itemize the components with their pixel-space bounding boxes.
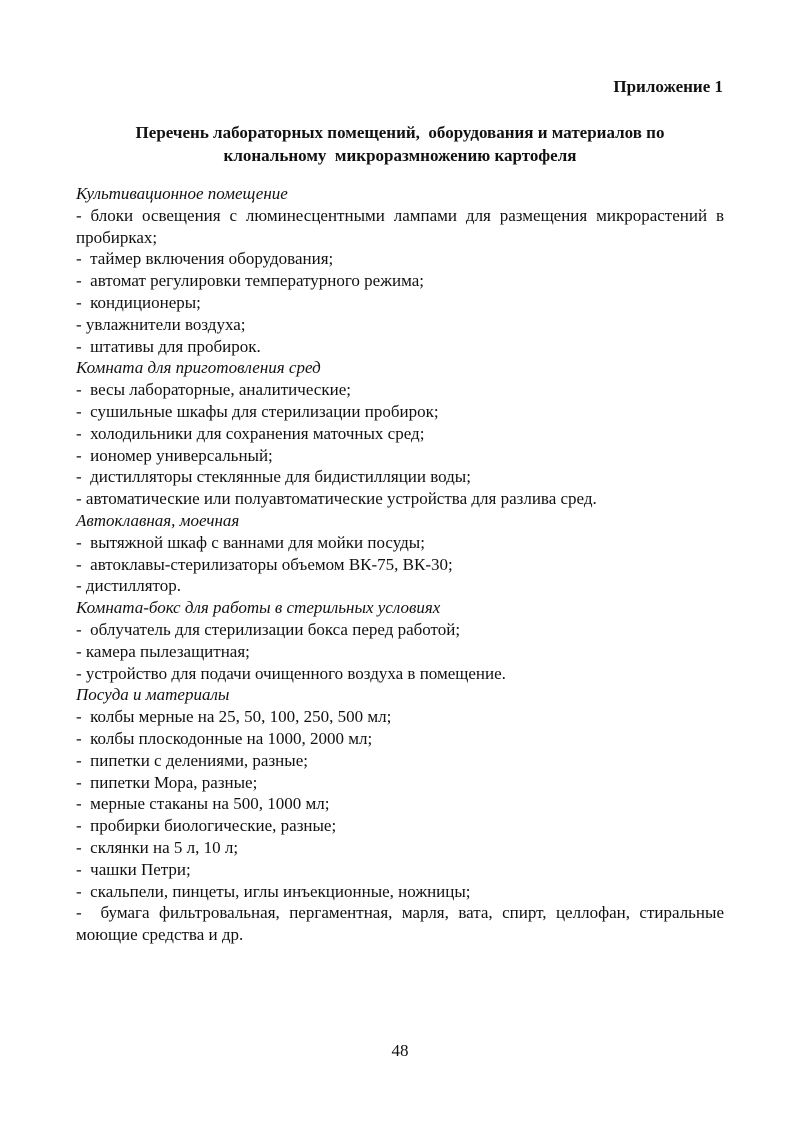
list-item: - холодильники для сохранения маточных сред; xyxy=(76,423,425,443)
list-item: - пипетки Мора, разные; xyxy=(76,772,258,792)
list-item: - весы лабораторные, аналитические; xyxy=(76,380,351,400)
list-item: - склянки на 5 л, 10 л; xyxy=(76,837,239,857)
list-item: - сушильные шкафы для стерилизации пробирок; xyxy=(76,401,439,421)
appendix-label: Приложение 1 xyxy=(613,77,723,96)
document-body xyxy=(76,183,729,946)
title-line-1: Перечень лабораторных помещений, оборудования и материалов по xyxy=(135,123,665,142)
list-item: - штативы для пробирок. xyxy=(76,336,261,356)
list-item: - автоклавы-стерилизаторы объемом ВК-75, ВК-30; xyxy=(76,554,453,574)
page-title xyxy=(76,121,724,167)
list-item: - вытяжной шкаф с ваннами для мойки посуды; xyxy=(76,532,425,552)
list-item: - скальпели, пинцеты, иглы инъекционные, ножницы; xyxy=(76,881,471,901)
list-item: - чашки Петри; xyxy=(76,859,191,879)
list-item: - мерные стаканы на 500, 1000 мл; xyxy=(76,794,330,814)
page-number: 48 xyxy=(391,1041,409,1060)
list-item: - пробирки биологические, разные; xyxy=(76,816,337,836)
list-item: - колбы плоскодонные на 1000, 2000 мл; xyxy=(76,728,373,748)
list-item: - блоки освещения с люминесцентными лампами для размещения микрорастений в пробирках; xyxy=(76,205,729,247)
list-item: - автоматические или полуавтоматические устройства для разлива сред. xyxy=(76,489,597,509)
section-heading-sterile-box-room: Комната-бокс для работы в стерильных условиях xyxy=(76,598,441,618)
list-item: - дистилляторы стеклянные для бидистилляции воды; xyxy=(76,467,471,487)
list-item: - камера пылезащитная; xyxy=(76,641,250,661)
list-item: - иономер универсальный; xyxy=(76,445,273,465)
list-item: - колбы мерные на 25, 50, 100, 250, 500 мл; xyxy=(76,707,392,727)
list-item: - устройство для подачи очищенного воздуха в помещение. xyxy=(76,663,506,683)
list-item: - увлажнители воздуха; xyxy=(76,314,246,334)
list-item: - кондиционеры; xyxy=(76,292,201,312)
list-item: - автомат регулировки температурного режима; xyxy=(76,271,424,291)
list-item: - пипетки с делениями, разные; xyxy=(76,750,308,770)
section-heading-autoclave-washing: Автоклавная, моечная xyxy=(76,510,240,530)
title-line-2: клональному микроразмножению картофеля xyxy=(223,146,577,165)
list-item: - бумага фильтровальная, пергаментная, марля, вата, спирт, целлофан, стиральные моющие средства и др. xyxy=(76,903,729,945)
section-heading-glassware-materials: Посуда и материалы xyxy=(76,685,230,705)
section-heading-cultivation-room: Культивационное помещение xyxy=(76,184,288,203)
list-item: - таймер включения оборудования; xyxy=(76,249,334,269)
list-item: - облучатель для стерилизации бокса перед работой; xyxy=(76,619,461,639)
list-item: - дистиллятор. xyxy=(76,576,181,596)
section-heading-media-preparation-room: Комната для приготовления сред xyxy=(76,358,321,378)
